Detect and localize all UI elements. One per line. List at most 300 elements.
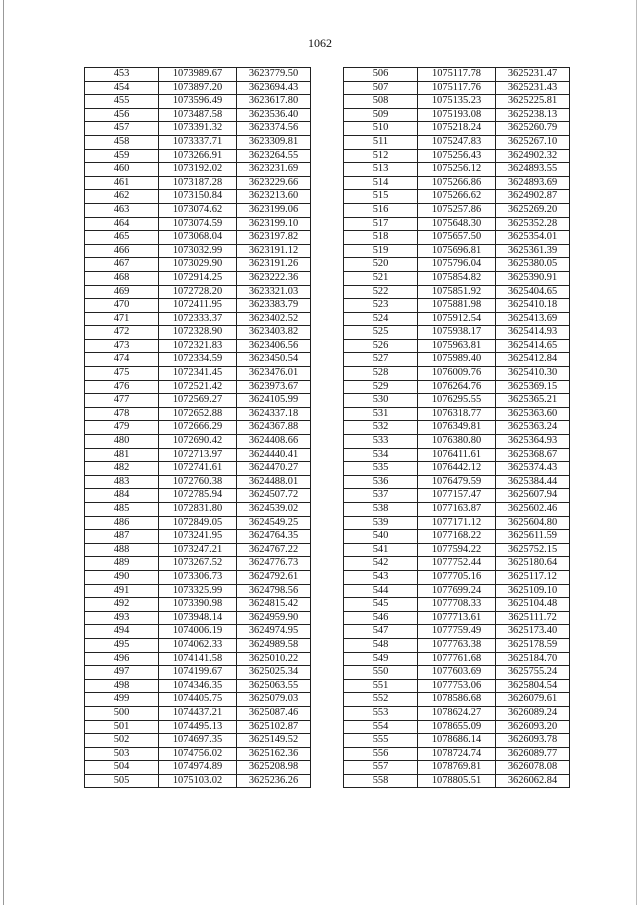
y-coordinate-cell: 3624549.25: [237, 516, 311, 530]
x-coordinate-cell: 1073187.28: [159, 176, 237, 190]
point-number-cell: 541: [344, 543, 418, 557]
x-coordinate-cell: 1072728.20: [159, 285, 237, 299]
table-row: [344, 326, 570, 340]
point-number-cell: 485: [85, 503, 159, 517]
table-row: [85, 435, 311, 449]
point-number-cell: 503: [85, 747, 159, 761]
point-number-cell: 456: [85, 108, 159, 122]
y-coordinate-cell: 3625267.10: [496, 135, 570, 149]
x-coordinate-cell: 1075796.04: [418, 258, 496, 272]
point-number-cell: 538: [344, 503, 418, 517]
table-row: [85, 122, 311, 136]
point-number-cell: 460: [85, 163, 159, 177]
y-coordinate-cell: 3624798.56: [237, 584, 311, 598]
y-coordinate-cell: 3624974.95: [237, 625, 311, 639]
point-number-cell: 478: [85, 407, 159, 421]
point-number-cell: 558: [344, 774, 418, 788]
table-row: [344, 747, 570, 761]
y-coordinate-cell: 3625414.93: [496, 326, 570, 340]
table-row: [344, 380, 570, 394]
y-coordinate-cell: 3625063.55: [237, 679, 311, 693]
point-number-cell: 512: [344, 149, 418, 163]
x-coordinate-cell: 1074405.75: [159, 693, 237, 707]
point-number-cell: 542: [344, 557, 418, 571]
point-number-cell: 494: [85, 625, 159, 639]
y-coordinate-cell: 3625087.46: [237, 706, 311, 720]
y-coordinate-cell: 3624776.73: [237, 557, 311, 571]
point-number-cell: 528: [344, 367, 418, 381]
x-coordinate-cell: 1075117.78: [418, 68, 496, 82]
point-number-cell: 523: [344, 299, 418, 313]
point-number-cell: 475: [85, 367, 159, 381]
point-number-cell: 491: [85, 584, 159, 598]
point-number-cell: 551: [344, 679, 418, 693]
x-coordinate-cell: 1077705.16: [418, 570, 496, 584]
point-number-cell: 509: [344, 108, 418, 122]
point-number-cell: 469: [85, 285, 159, 299]
point-number-cell: 511: [344, 135, 418, 149]
y-coordinate-cell: 3623536.40: [237, 108, 311, 122]
x-coordinate-cell: 1076411.61: [418, 448, 496, 462]
point-number-cell: 499: [85, 693, 159, 707]
y-coordinate-cell: 3623199.06: [237, 203, 311, 217]
x-coordinate-cell: 1073391.32: [159, 122, 237, 136]
point-number-cell: 493: [85, 611, 159, 625]
point-number-cell: 521: [344, 271, 418, 285]
x-coordinate-cell: 1075266.86: [418, 176, 496, 190]
y-coordinate-cell: 3625208.98: [237, 761, 311, 775]
table-row: [344, 557, 570, 571]
point-number-cell: 467: [85, 258, 159, 272]
table-row: [344, 421, 570, 435]
x-coordinate-cell: 1072334.59: [159, 353, 237, 367]
y-coordinate-cell: 3625602.46: [496, 503, 570, 517]
x-coordinate-cell: 1077157.47: [418, 489, 496, 503]
table-row: [344, 584, 570, 598]
y-coordinate-cell: 3626078.08: [496, 761, 570, 775]
x-coordinate-cell: 1078805.51: [418, 774, 496, 788]
x-coordinate-cell: 1075963.81: [418, 339, 496, 353]
table-row: [85, 774, 311, 788]
y-coordinate-cell: 3625413.69: [496, 312, 570, 326]
point-number-cell: 458: [85, 135, 159, 149]
point-number-cell: 481: [85, 448, 159, 462]
y-coordinate-cell: 3625404.65: [496, 285, 570, 299]
x-coordinate-cell: 1072328.90: [159, 326, 237, 340]
x-coordinate-cell: 1072831.80: [159, 503, 237, 517]
table-row: [85, 353, 311, 367]
point-number-cell: 505: [85, 774, 159, 788]
y-coordinate-cell: 3623973.67: [237, 380, 311, 394]
y-coordinate-cell: 3625231.47: [496, 68, 570, 82]
y-coordinate-cell: 3623450.54: [237, 353, 311, 367]
point-number-cell: 525: [344, 326, 418, 340]
x-coordinate-cell: 1074437.21: [159, 706, 237, 720]
table-row: [85, 217, 311, 231]
table-row: [344, 353, 570, 367]
table-row: [85, 135, 311, 149]
point-number-cell: 473: [85, 339, 159, 353]
table-row: [85, 231, 311, 245]
x-coordinate-cell: 1075256.12: [418, 163, 496, 177]
x-coordinate-cell: 1078586.68: [418, 693, 496, 707]
table-row: [85, 176, 311, 190]
y-coordinate-cell: 3624902.87: [496, 190, 570, 204]
table-row: [85, 299, 311, 313]
table-row: [85, 720, 311, 734]
x-coordinate-cell: 1073074.62: [159, 203, 237, 217]
point-number-cell: 484: [85, 489, 159, 503]
table-row: [344, 679, 570, 693]
point-number-cell: 536: [344, 475, 418, 489]
point-number-cell: 534: [344, 448, 418, 462]
y-coordinate-cell: 3625238.13: [496, 108, 570, 122]
y-coordinate-cell: 3623222.36: [237, 271, 311, 285]
table-row: [85, 679, 311, 693]
point-number-cell: 522: [344, 285, 418, 299]
table-row: [344, 176, 570, 190]
x-coordinate-cell: 1073325.99: [159, 584, 237, 598]
point-number-cell: 520: [344, 258, 418, 272]
x-coordinate-cell: 1074756.02: [159, 747, 237, 761]
y-coordinate-cell: 3624105.99: [237, 394, 311, 408]
table-row: [85, 285, 311, 299]
y-coordinate-cell: 3625109.10: [496, 584, 570, 598]
point-number-cell: 470: [85, 299, 159, 313]
table-row: [344, 190, 570, 204]
x-coordinate-cell: 1073247.21: [159, 543, 237, 557]
point-number-cell: 532: [344, 421, 418, 435]
y-coordinate-cell: 3623402.52: [237, 312, 311, 326]
point-number-cell: 518: [344, 231, 418, 245]
table-row: [85, 557, 311, 571]
table-row: [85, 380, 311, 394]
table-row: [85, 190, 311, 204]
point-number-cell: 506: [344, 68, 418, 82]
table-row: [85, 163, 311, 177]
table-row: [85, 258, 311, 272]
table-row: [344, 774, 570, 788]
y-coordinate-cell: 3625364.93: [496, 435, 570, 449]
y-coordinate-cell: 3624815.42: [237, 598, 311, 612]
point-number-cell: 480: [85, 435, 159, 449]
point-number-cell: 471: [85, 312, 159, 326]
y-coordinate-cell: 3623779.50: [237, 68, 311, 82]
x-coordinate-cell: 1073032.99: [159, 244, 237, 258]
y-coordinate-cell: 3625365.21: [496, 394, 570, 408]
y-coordinate-cell: 3625361.39: [496, 244, 570, 258]
point-number-cell: 552: [344, 693, 418, 707]
y-coordinate-cell: 3625374.43: [496, 462, 570, 476]
y-coordinate-cell: 3625225.81: [496, 95, 570, 109]
y-coordinate-cell: 3625380.05: [496, 258, 570, 272]
table-row: [85, 312, 311, 326]
table-row: [344, 285, 570, 299]
y-coordinate-cell: 3625368.67: [496, 448, 570, 462]
table-row: [344, 598, 570, 612]
y-coordinate-cell: 3625184.70: [496, 652, 570, 666]
x-coordinate-cell: 1072713.97: [159, 448, 237, 462]
y-coordinate-cell: 3626079.61: [496, 693, 570, 707]
point-number-cell: 546: [344, 611, 418, 625]
y-coordinate-cell: 3625269.20: [496, 203, 570, 217]
x-coordinate-cell: 1073266.91: [159, 149, 237, 163]
y-coordinate-cell: 3625604.80: [496, 516, 570, 530]
point-number-cell: 479: [85, 421, 159, 435]
y-coordinate-cell: 3623476.01: [237, 367, 311, 381]
x-coordinate-cell: 1073241.95: [159, 530, 237, 544]
y-coordinate-cell: 3625102.87: [237, 720, 311, 734]
x-coordinate-cell: 1076479.59: [418, 475, 496, 489]
table-row: [344, 706, 570, 720]
y-coordinate-cell: 3624488.01: [237, 475, 311, 489]
x-coordinate-cell: 1072341.45: [159, 367, 237, 381]
y-coordinate-cell: 3625412.84: [496, 353, 570, 367]
y-coordinate-cell: 3624989.58: [237, 638, 311, 652]
y-coordinate-cell: 3623231.69: [237, 163, 311, 177]
table-row: [85, 611, 311, 625]
y-coordinate-cell: 3625363.60: [496, 407, 570, 421]
table-row: [344, 95, 570, 109]
x-coordinate-cell: 1072411.95: [159, 299, 237, 313]
x-coordinate-cell: 1075696.81: [418, 244, 496, 258]
x-coordinate-cell: 1073596.49: [159, 95, 237, 109]
point-number-cell: 476: [85, 380, 159, 394]
point-number-cell: 457: [85, 122, 159, 136]
y-coordinate-cell: 3625363.24: [496, 421, 570, 435]
table-row: [85, 666, 311, 680]
x-coordinate-cell: 1075989.40: [418, 353, 496, 367]
y-coordinate-cell: 3623383.79: [237, 299, 311, 313]
x-coordinate-cell: 1073029.90: [159, 258, 237, 272]
scan-edge-left: [3, 0, 4, 905]
point-number-cell: 517: [344, 217, 418, 231]
x-coordinate-cell: 1076295.55: [418, 394, 496, 408]
y-coordinate-cell: 3624902.32: [496, 149, 570, 163]
table-row: [344, 693, 570, 707]
y-coordinate-cell: 3624893.69: [496, 176, 570, 190]
x-coordinate-cell: 1077713.61: [418, 611, 496, 625]
y-coordinate-cell: 3625010.22: [237, 652, 311, 666]
x-coordinate-cell: 1073989.67: [159, 68, 237, 82]
x-coordinate-cell: 1073948.14: [159, 611, 237, 625]
y-coordinate-cell: 3625178.59: [496, 638, 570, 652]
y-coordinate-cell: 3625354.01: [496, 231, 570, 245]
x-coordinate-cell: 1075854.82: [418, 271, 496, 285]
x-coordinate-cell: 1073267.52: [159, 557, 237, 571]
x-coordinate-cell: 1075266.62: [418, 190, 496, 204]
y-coordinate-cell: 3625079.03: [237, 693, 311, 707]
x-coordinate-cell: 1074006.19: [159, 625, 237, 639]
point-number-cell: 463: [85, 203, 159, 217]
point-number-cell: 483: [85, 475, 159, 489]
table-row: [344, 761, 570, 775]
coordinates-table-right-body: [344, 68, 570, 788]
table-row: [344, 68, 570, 82]
x-coordinate-cell: 1075257.86: [418, 203, 496, 217]
x-coordinate-cell: 1077753.06: [418, 679, 496, 693]
table-row: [85, 570, 311, 584]
y-coordinate-cell: 3625231.43: [496, 81, 570, 95]
x-coordinate-cell: 1072569.27: [159, 394, 237, 408]
table-row: [85, 652, 311, 666]
y-coordinate-cell: 3623199.10: [237, 217, 311, 231]
table-row: [85, 421, 311, 435]
y-coordinate-cell: 3625111.72: [496, 611, 570, 625]
y-coordinate-cell: 3624764.35: [237, 530, 311, 544]
table-row: [344, 462, 570, 476]
y-coordinate-cell: 3624959.90: [237, 611, 311, 625]
table-row: [85, 503, 311, 517]
x-coordinate-cell: 1078624.27: [418, 706, 496, 720]
x-coordinate-cell: 1073390.98: [159, 598, 237, 612]
x-coordinate-cell: 1075247.83: [418, 135, 496, 149]
table-row: [85, 598, 311, 612]
point-number-cell: 464: [85, 217, 159, 231]
point-number-cell: 497: [85, 666, 159, 680]
x-coordinate-cell: 1076380.80: [418, 435, 496, 449]
table-row: [85, 638, 311, 652]
point-number-cell: 549: [344, 652, 418, 666]
y-coordinate-cell: 3625236.26: [237, 774, 311, 788]
y-coordinate-cell: 3624367.88: [237, 421, 311, 435]
table-row: [85, 95, 311, 109]
table-row: [344, 475, 570, 489]
x-coordinate-cell: 1075135.23: [418, 95, 496, 109]
x-coordinate-cell: 1072849.05: [159, 516, 237, 530]
table-row: [85, 475, 311, 489]
x-coordinate-cell: 1078769.81: [418, 761, 496, 775]
point-number-cell: 468: [85, 271, 159, 285]
y-coordinate-cell: 3625390.91: [496, 271, 570, 285]
y-coordinate-cell: 3624539.02: [237, 503, 311, 517]
x-coordinate-cell: 1077594.22: [418, 543, 496, 557]
x-coordinate-cell: 1077759.49: [418, 625, 496, 639]
x-coordinate-cell: 1074346.35: [159, 679, 237, 693]
x-coordinate-cell: 1072741.61: [159, 462, 237, 476]
x-coordinate-cell: 1078724.74: [418, 747, 496, 761]
table-row: [85, 734, 311, 748]
point-number-cell: 544: [344, 584, 418, 598]
table-row: [344, 122, 570, 136]
table-row: [85, 394, 311, 408]
point-number-cell: 501: [85, 720, 159, 734]
point-number-cell: 454: [85, 81, 159, 95]
point-number-cell: 535: [344, 462, 418, 476]
y-coordinate-cell: 3625410.18: [496, 299, 570, 313]
y-coordinate-cell: 3623321.03: [237, 285, 311, 299]
table-row: [344, 611, 570, 625]
y-coordinate-cell: 3623264.55: [237, 149, 311, 163]
point-number-cell: 489: [85, 557, 159, 571]
table-row: [85, 149, 311, 163]
table-row: [344, 203, 570, 217]
x-coordinate-cell: 1073897.20: [159, 81, 237, 95]
y-coordinate-cell: 3625611.59: [496, 530, 570, 544]
x-coordinate-cell: 1078686.14: [418, 734, 496, 748]
x-coordinate-cell: 1076009.76: [418, 367, 496, 381]
y-coordinate-cell: 3623191.26: [237, 258, 311, 272]
table-row: [85, 68, 311, 82]
point-number-cell: 550: [344, 666, 418, 680]
y-coordinate-cell: 3625384.44: [496, 475, 570, 489]
point-number-cell: 539: [344, 516, 418, 530]
x-coordinate-cell: 1077699.24: [418, 584, 496, 598]
x-coordinate-cell: 1074199.67: [159, 666, 237, 680]
point-number-cell: 472: [85, 326, 159, 340]
point-number-cell: 548: [344, 638, 418, 652]
y-coordinate-cell: 3625804.54: [496, 679, 570, 693]
point-number-cell: 507: [344, 81, 418, 95]
table-row: [344, 503, 570, 517]
x-coordinate-cell: 1075648.30: [418, 217, 496, 231]
point-number-cell: 495: [85, 638, 159, 652]
x-coordinate-cell: 1073487.58: [159, 108, 237, 122]
table-row: [85, 625, 311, 639]
x-coordinate-cell: 1077171.12: [418, 516, 496, 530]
x-coordinate-cell: 1073337.71: [159, 135, 237, 149]
point-number-cell: 508: [344, 95, 418, 109]
x-coordinate-cell: 1075851.92: [418, 285, 496, 299]
point-number-cell: 492: [85, 598, 159, 612]
x-coordinate-cell: 1077752.44: [418, 557, 496, 571]
y-coordinate-cell: 3625369.15: [496, 380, 570, 394]
x-coordinate-cell: 1074495.13: [159, 720, 237, 734]
x-coordinate-cell: 1076264.76: [418, 380, 496, 394]
y-coordinate-cell: 3626093.78: [496, 734, 570, 748]
x-coordinate-cell: 1074062.33: [159, 638, 237, 652]
y-coordinate-cell: 3626089.77: [496, 747, 570, 761]
point-number-cell: 527: [344, 353, 418, 367]
y-coordinate-cell: 3625410.30: [496, 367, 570, 381]
table-row: [344, 407, 570, 421]
table-row: [344, 271, 570, 285]
y-coordinate-cell: 3623374.56: [237, 122, 311, 136]
point-number-cell: 529: [344, 380, 418, 394]
x-coordinate-cell: 1077168.22: [418, 530, 496, 544]
table-row: [85, 462, 311, 476]
x-coordinate-cell: 1075218.24: [418, 122, 496, 136]
y-coordinate-cell: 3625352.28: [496, 217, 570, 231]
point-number-cell: 455: [85, 95, 159, 109]
x-coordinate-cell: 1072690.42: [159, 435, 237, 449]
table-row: [344, 312, 570, 326]
y-coordinate-cell: 3625025.34: [237, 666, 311, 680]
table-row: [85, 747, 311, 761]
y-coordinate-cell: 3624470.27: [237, 462, 311, 476]
table-row: [344, 652, 570, 666]
x-coordinate-cell: 1073150.84: [159, 190, 237, 204]
y-coordinate-cell: 3623406.56: [237, 339, 311, 353]
x-coordinate-cell: 1075657.50: [418, 231, 496, 245]
scan-edge-right: [636, 0, 637, 905]
point-number-cell: 466: [85, 244, 159, 258]
x-coordinate-cell: 1077163.87: [418, 503, 496, 517]
table-row: [85, 271, 311, 285]
point-number-cell: 488: [85, 543, 159, 557]
x-coordinate-cell: 1075103.02: [159, 774, 237, 788]
y-coordinate-cell: 3623197.82: [237, 231, 311, 245]
y-coordinate-cell: 3626062.84: [496, 774, 570, 788]
x-coordinate-cell: 1077761.68: [418, 652, 496, 666]
table-row: [85, 584, 311, 598]
x-coordinate-cell: 1073192.02: [159, 163, 237, 177]
x-coordinate-cell: 1076318.77: [418, 407, 496, 421]
table-row: [344, 108, 570, 122]
point-number-cell: 557: [344, 761, 418, 775]
y-coordinate-cell: 3623694.43: [237, 81, 311, 95]
x-coordinate-cell: 1072333.37: [159, 312, 237, 326]
